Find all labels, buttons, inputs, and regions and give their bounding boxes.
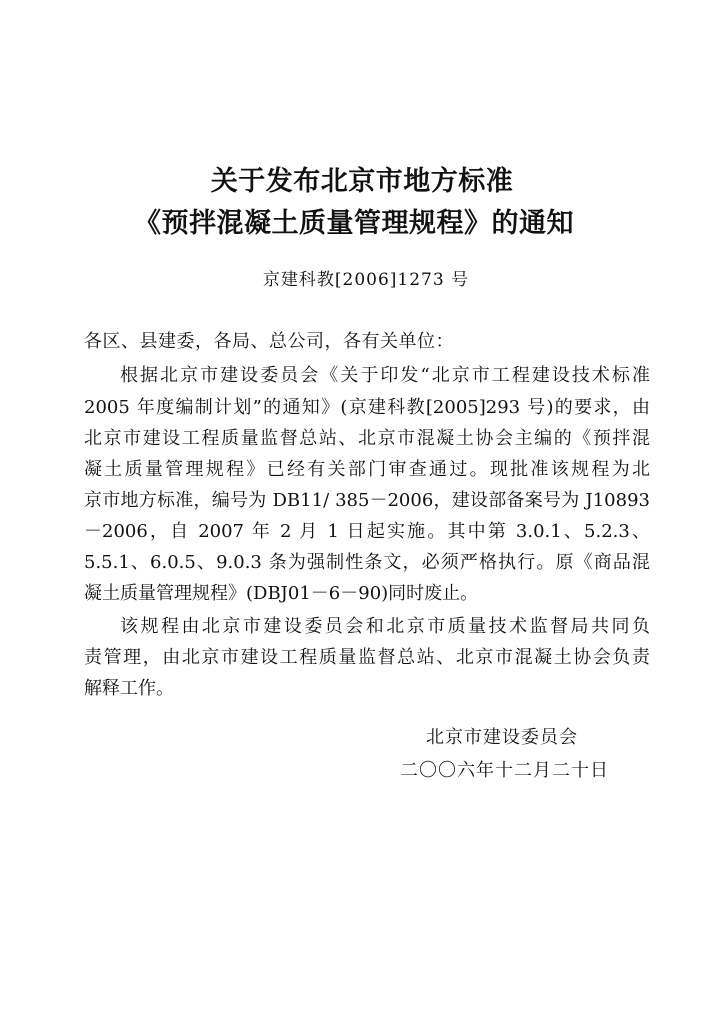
paragraph-1-line: 北京市建设工程质量监督总站、北京市混凝土协会主编的《预拌混 <box>84 428 650 449</box>
signature-organization: 北京市建设委员会 <box>426 727 578 748</box>
paragraph-1-line: 根据北京市建设委员会《关于印发“北京市工程建设技术标准 <box>120 365 650 386</box>
document-number: 京建科教[2006]1273 号 <box>262 270 470 290</box>
paragraph-1-line: 2005 年度编制计划”的通知》(京建科教[2005]293 号)的要求，由 <box>84 397 650 418</box>
paragraph-1-line: 凝土质量管理规程》(DBJ01－6－90)同时废止。 <box>84 583 479 604</box>
paragraph-2-line: 责管理，由北京市建设工程质量监督总站、北京市混凝土协会负责 <box>84 647 650 668</box>
notice-title-line-1: 关于发布北京市地方标准 <box>210 166 514 197</box>
paragraph-1-line: 凝土质量管理规程》已经有关部门审查通过。现批准该规程为北 <box>84 459 650 480</box>
paragraph-1-line: 京市地方标准，编号为 DB11/ 385－2006，建设部备案号为 J10893 <box>84 490 650 511</box>
signature-date: 二〇〇六年十二月二十日 <box>400 760 609 781</box>
paragraph-1-line: 5.5.1、6.0.5、9.0.3 条为强制性条文，必须严格执行。原《商品混 <box>84 552 650 573</box>
addressee-line: 各区、县建委，各局、总公司，各有关单位： <box>84 331 454 352</box>
notice-title-line-2: 《预拌混凝土质量管理规程》的通知 <box>134 208 574 239</box>
paragraph-1-line: －2006，自 2007 年 2 月 1 日起实施。其中第 3.0.1、5.2.3、 <box>84 521 650 542</box>
paragraph-2-line: 该规程由北京市建设委员会和北京市质量技术监督局共同负 <box>120 616 650 637</box>
paragraph-2-line: 解释工作。 <box>84 678 174 699</box>
